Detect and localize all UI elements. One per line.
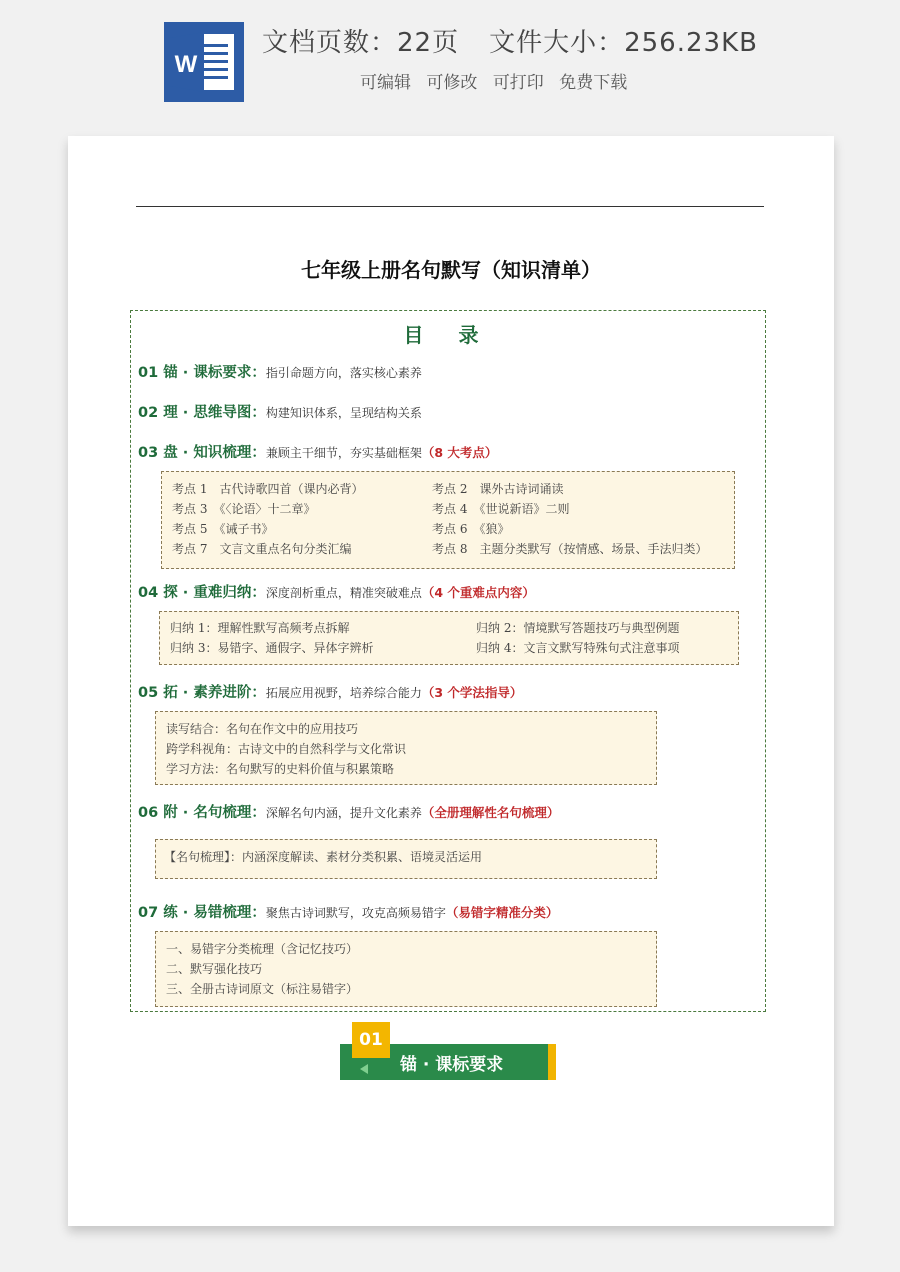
document-title: 七年级上册名句默写（知识清单） — [301, 258, 601, 282]
section-description: 聚焦古诗词默写，攻克高频易错字 — [265, 906, 446, 920]
download-banner — [0, 0, 900, 120]
file-meta — [262, 22, 788, 59]
section-description: 深解名句内涵，提升文化素养 — [265, 806, 422, 820]
label-text: 锚 · 课标要求 — [400, 1055, 504, 1075]
feature-editable: 可编辑 — [360, 73, 411, 93]
kaodian-box — [161, 471, 735, 569]
list-item: 考点 6 《狼》 — [432, 522, 510, 536]
list-item: 考点 3 《〈论语〉十二章》 — [172, 502, 316, 516]
table-of-contents — [130, 310, 766, 1012]
list-item: 【名句梳理】：内涵深度解读、素材分类积累、语境灵活运用 — [164, 850, 483, 864]
list-item: 归纳 1：理解性默写高频考点拆解 — [170, 621, 350, 635]
yicuo-box — [155, 931, 657, 1007]
svg-text:W: W — [174, 51, 198, 78]
section-heading: 04 探 · 重难归纳： — [138, 585, 266, 601]
section-description: 拓展应用视野，培养综合能力 — [265, 686, 422, 700]
section-description: 深度剖析重点，精准突破难点 — [265, 586, 422, 600]
list-item: 考点 2 课外古诗词诵读 — [432, 482, 564, 496]
toc-section-05 — [138, 681, 522, 702]
toc-section-07 — [138, 901, 558, 922]
feature-free-download: 免费下载 — [559, 73, 628, 93]
feature-list — [360, 68, 637, 93]
feature-modifiable: 可修改 — [426, 73, 478, 93]
toc-section-04 — [138, 581, 535, 602]
label-number: 01 — [352, 1022, 390, 1058]
toc-title: 目 录 — [403, 323, 493, 347]
section-heading: 06 附 · 名句梳理： — [138, 805, 266, 821]
label-tail — [548, 1044, 556, 1080]
guina-box — [159, 611, 739, 665]
list-item: 二、默写强化技巧 — [166, 962, 263, 976]
toc-section-03 — [138, 441, 497, 462]
section-highlight: （易错字精准分类） — [445, 905, 559, 920]
toc-section-02 — [138, 401, 422, 422]
list-item: 三、全册古诗词原文（标注易错字） — [166, 982, 359, 996]
list-item: 归纳 2：情境默写答题技巧与典型例题 — [476, 621, 680, 635]
section-description: 兼顾主干细节，夯实基础框架 — [265, 446, 422, 460]
list-item: 考点 5 《诫子书》 — [172, 522, 274, 536]
file-size: 文件大小：256.23KB — [489, 28, 758, 58]
feature-printable: 可打印 — [492, 73, 544, 93]
header-rule — [136, 206, 764, 207]
toc-section-01 — [138, 361, 422, 382]
list-item: 一、易错字分类梳理（含记忆技巧） — [166, 942, 359, 956]
list-item: 学习方法：名句默写的史料价值与积累策略 — [166, 762, 395, 776]
list-item: 归纳 3：易错字、通假字、异体字辨析 — [170, 641, 374, 655]
section-heading: 07 练 · 易错梳理： — [138, 905, 266, 921]
section-highlight: （3 个学法指导） — [421, 685, 523, 700]
section-description: 构建知识体系，呈现结构关系 — [265, 406, 422, 420]
list-item: 考点 1 古代诗歌四首（课内必背） — [172, 482, 364, 496]
section-heading: 05 拓 · 素养进阶： — [138, 685, 266, 701]
section-highlight: （全册理解性名句梳理） — [421, 805, 560, 820]
toc-section-06 — [138, 801, 559, 822]
list-item: 考点 4 《世说新语》二则 — [432, 502, 570, 516]
mingju-box — [155, 839, 657, 879]
list-item: 考点 8 主题分类默写（按情感、场景、手法归类） — [432, 542, 708, 556]
document-page — [68, 136, 834, 1226]
section-highlight: （4 个重难点内容） — [421, 585, 535, 600]
word-document-icon — [164, 22, 244, 102]
section-heading: 01 锚 · 课标要求： — [138, 365, 266, 381]
arrow-left-icon — [360, 1064, 368, 1074]
section-label-01 — [340, 1022, 558, 1080]
section-highlight: （8 大考点） — [421, 445, 498, 460]
page-count: 文档页数：22页 — [262, 28, 460, 58]
list-item: 读写结合：名句在作文中的应用技巧 — [166, 722, 359, 736]
section-description: 指引命题方向，落实核心素养 — [265, 366, 422, 380]
section-heading: 02 理 · 思维导图： — [138, 405, 266, 421]
tuozhan-box — [155, 711, 657, 785]
list-item: 跨学科视角：古诗文中的自然科学与文化常识 — [166, 742, 407, 756]
section-heading: 03 盘 · 知识梳理： — [138, 445, 266, 461]
list-item: 归纳 4：文言文默写特殊句式注意事项 — [476, 641, 680, 655]
list-item: 考点 7 文言文重点名句分类汇编 — [172, 542, 352, 556]
